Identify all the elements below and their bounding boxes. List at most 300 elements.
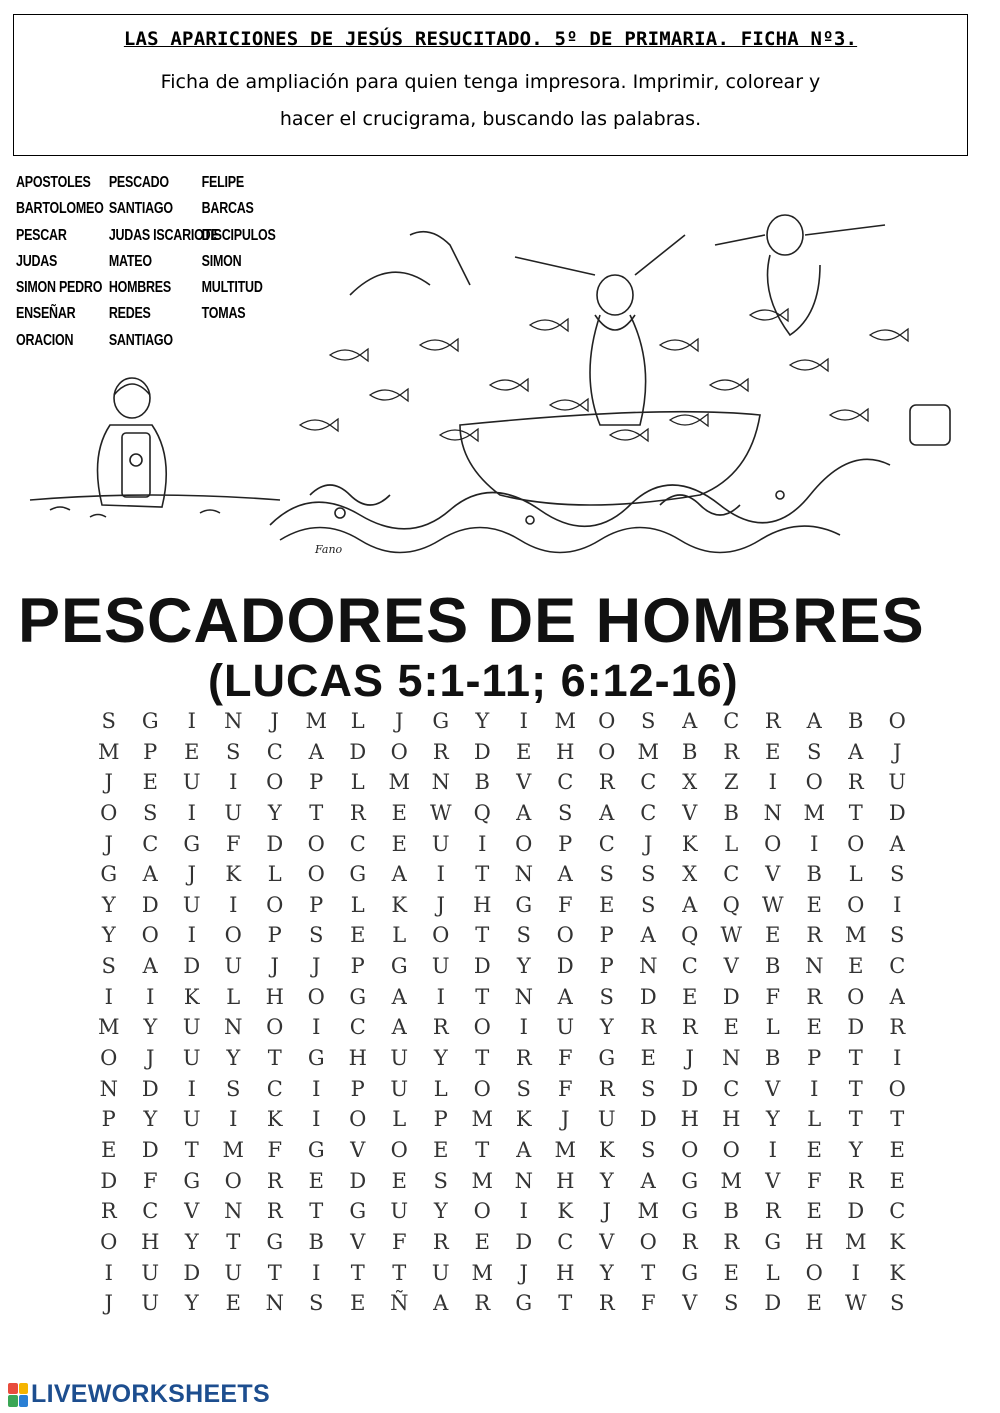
grid-letter[interactable]: Q	[473, 800, 491, 825]
grid-letter[interactable]: A	[557, 862, 573, 887]
grid-letter[interactable]: R	[723, 1229, 740, 1254]
grid-letter[interactable]: M	[720, 1168, 742, 1193]
grid-letter[interactable]: P	[309, 770, 324, 795]
grid-letter[interactable]: U	[390, 1076, 409, 1101]
grid-letter[interactable]: U	[431, 954, 450, 979]
grid-letter[interactable]: F	[765, 984, 781, 1009]
grid-letter[interactable]: O	[722, 1137, 740, 1162]
grid-letter[interactable]: E	[640, 1046, 656, 1071]
grid-letter[interactable]: T	[475, 1137, 490, 1162]
grid-letter[interactable]: W	[429, 800, 452, 825]
grid-letter[interactable]: O	[100, 1046, 118, 1071]
grid-letter[interactable]: U	[224, 1260, 243, 1285]
grid-letter[interactable]: I	[229, 1107, 238, 1132]
grid-letter[interactable]: R	[598, 1291, 615, 1316]
grid-letter[interactable]: D	[183, 1260, 201, 1285]
grid-letter[interactable]: E	[723, 1015, 739, 1040]
grid-letter[interactable]: B	[308, 1229, 324, 1254]
grid-letter[interactable]: Y	[226, 1046, 241, 1071]
grid-letter[interactable]: O	[847, 984, 865, 1009]
grid-letter[interactable]: L	[765, 1015, 780, 1040]
grid-letter[interactable]: E	[308, 1168, 324, 1193]
grid-letter[interactable]: H	[348, 1046, 367, 1071]
grid-letter[interactable]: D	[141, 892, 159, 917]
grid-letter[interactable]: U	[182, 770, 201, 795]
grid-letter[interactable]: G	[681, 1260, 699, 1285]
grid-letter[interactable]: B	[848, 709, 864, 733]
grid-letter[interactable]: I	[187, 709, 196, 733]
grid-letter[interactable]: I	[312, 1107, 321, 1132]
grid-letter[interactable]: H	[556, 739, 575, 764]
grid-letter[interactable]: O	[888, 709, 906, 733]
grid-letter[interactable]: H	[556, 1168, 575, 1193]
grid-letter[interactable]: I	[187, 923, 196, 948]
grid-letter[interactable]: U	[224, 954, 243, 979]
grid-letter[interactable]: N	[99, 1076, 118, 1101]
grid-letter[interactable]: L	[807, 1107, 822, 1132]
grid-letter[interactable]: R	[349, 800, 366, 825]
grid-letter[interactable]: V	[765, 1168, 781, 1193]
grid-letter[interactable]: A	[599, 800, 615, 825]
grid-letter[interactable]: U	[431, 1260, 450, 1285]
grid-letter[interactable]: B	[723, 800, 739, 825]
grid-letter[interactable]: C	[681, 954, 698, 979]
grid-letter[interactable]: J	[644, 831, 653, 856]
grid-letter[interactable]: O	[473, 1199, 491, 1224]
grid-letter[interactable]: T	[641, 1260, 656, 1285]
grid-letter[interactable]: Y	[143, 1107, 158, 1132]
grid-letter[interactable]: E	[599, 892, 615, 917]
grid-letter[interactable]: E	[806, 1199, 822, 1224]
grid-letter[interactable]: R	[100, 1199, 117, 1224]
grid-letter[interactable]: H	[265, 984, 284, 1009]
grid-letter[interactable]: I	[312, 1015, 321, 1040]
grid-letter[interactable]: Y	[765, 1107, 780, 1132]
grid-letter[interactable]: U	[141, 1260, 160, 1285]
grid-letter[interactable]: K	[889, 1229, 906, 1254]
grid-letter[interactable]: O	[764, 831, 782, 856]
grid-letter[interactable]: G	[100, 862, 118, 887]
grid-letter[interactable]: X	[682, 862, 698, 887]
grid-letter[interactable]: D	[100, 1168, 118, 1193]
grid-letter[interactable]: G	[764, 1229, 782, 1254]
grid-letter[interactable]: R	[474, 1291, 491, 1316]
grid-letter[interactable]: E	[682, 984, 698, 1009]
grid-letter[interactable]: A	[806, 709, 822, 733]
grid-letter[interactable]: R	[598, 770, 615, 795]
grid-letter[interactable]: S	[890, 923, 905, 948]
grid-letter[interactable]: V	[184, 1199, 200, 1224]
grid-letter[interactable]: I	[810, 831, 819, 856]
grid-letter[interactable]: F	[640, 1291, 656, 1316]
grid-letter[interactable]: E	[184, 739, 200, 764]
grid-letter[interactable]: C	[557, 770, 574, 795]
grid-letter[interactable]: F	[557, 892, 573, 917]
grid-letter[interactable]: E	[350, 1291, 366, 1316]
grid-letter[interactable]: J	[436, 892, 445, 917]
grid-letter[interactable]: R	[681, 1015, 698, 1040]
grid-letter[interactable]: I	[768, 770, 777, 795]
grid-letter[interactable]: D	[141, 1076, 159, 1101]
grid-letter[interactable]: M	[305, 709, 327, 733]
grid-letter[interactable]: G	[432, 709, 450, 733]
grid-letter[interactable]: E	[765, 923, 781, 948]
grid-letter[interactable]: L	[392, 1107, 407, 1132]
grid-letter[interactable]: C	[640, 770, 657, 795]
grid-letter[interactable]: G	[390, 954, 408, 979]
grid-letter[interactable]: E	[474, 1229, 490, 1254]
grid-letter[interactable]: J	[561, 1107, 570, 1132]
grid-letter[interactable]: U	[182, 1046, 201, 1071]
grid-letter[interactable]: O	[100, 1229, 118, 1254]
grid-letter[interactable]: Y	[267, 800, 282, 825]
grid-letter[interactable]: E	[806, 1015, 822, 1040]
grid-letter[interactable]: O	[432, 923, 450, 948]
grid-letter[interactable]: T	[848, 800, 863, 825]
grid-letter[interactable]: R	[847, 1168, 864, 1193]
grid-letter[interactable]: O	[847, 892, 865, 917]
grid-letter[interactable]: I	[519, 709, 528, 733]
grid-letter[interactable]: I	[312, 1076, 321, 1101]
grid-letter[interactable]: N	[265, 1291, 284, 1316]
grid-letter[interactable]: G	[307, 1137, 325, 1162]
grid-letter[interactable]: C	[557, 1229, 574, 1254]
grid-letter[interactable]: R	[806, 984, 823, 1009]
grid-letter[interactable]: P	[101, 1107, 116, 1132]
grid-letter[interactable]: D	[639, 984, 657, 1009]
grid-letter[interactable]: X	[682, 770, 698, 795]
grid-letter[interactable]: A	[391, 984, 407, 1009]
grid-letter[interactable]: E	[765, 739, 781, 764]
grid-letter[interactable]: C	[889, 1199, 906, 1224]
grid-letter[interactable]: U	[390, 1199, 409, 1224]
grid-letter[interactable]: D	[639, 1107, 657, 1132]
grid-letter[interactable]: U	[182, 892, 201, 917]
grid-letter[interactable]: F	[142, 1168, 158, 1193]
grid-letter[interactable]: W	[844, 1291, 867, 1316]
grid-letter[interactable]: S	[599, 862, 614, 887]
grid-letter[interactable]: O	[598, 739, 616, 764]
grid-letter[interactable]: Y	[143, 1015, 158, 1040]
grid-letter[interactable]: O	[307, 831, 325, 856]
grid-letter[interactable]: P	[309, 892, 324, 917]
grid-letter[interactable]: U	[224, 800, 243, 825]
grid-letter[interactable]: E	[848, 954, 864, 979]
grid-letter[interactable]: A	[682, 892, 698, 917]
grid-letter[interactable]: J	[312, 954, 321, 979]
grid-letter[interactable]: S	[143, 800, 158, 825]
grid-letter[interactable]: O	[266, 1015, 284, 1040]
grid-letter[interactable]: S	[641, 1137, 656, 1162]
grid-letter[interactable]: C	[723, 1076, 740, 1101]
grid-letter[interactable]: G	[266, 1229, 284, 1254]
grid-letter[interactable]: N	[514, 984, 533, 1009]
grid-letter[interactable]: M	[471, 1107, 493, 1132]
grid-letter[interactable]: C	[349, 1015, 366, 1040]
grid-letter[interactable]: U	[182, 1015, 201, 1040]
grid-letter[interactable]: J	[685, 1046, 694, 1071]
grid-letter[interactable]: E	[889, 1168, 905, 1193]
grid-letter[interactable]: O	[266, 770, 284, 795]
grid-letter[interactable]: E	[225, 1291, 241, 1316]
grid-letter[interactable]: H	[473, 892, 492, 917]
grid-letter[interactable]: U	[888, 770, 907, 795]
grid-letter[interactable]: G	[681, 1168, 699, 1193]
grid-letter[interactable]: L	[848, 862, 863, 887]
grid-letter[interactable]: K	[889, 1260, 906, 1285]
grid-letter[interactable]: T	[309, 1199, 324, 1224]
grid-letter[interactable]: T	[226, 1229, 241, 1254]
grid-letter[interactable]: L	[392, 923, 407, 948]
grid-letter[interactable]: D	[722, 984, 740, 1009]
grid-letter[interactable]: F	[225, 831, 241, 856]
grid-letter[interactable]: K	[183, 984, 200, 1009]
grid-letter[interactable]: P	[807, 1046, 822, 1071]
grid-letter[interactable]: R	[432, 739, 449, 764]
grid-letter[interactable]: F	[391, 1229, 407, 1254]
grid-letter[interactable]: R	[889, 1015, 906, 1040]
grid-letter[interactable]: I	[187, 800, 196, 825]
grid-letter[interactable]: B	[765, 1046, 781, 1071]
grid-letter[interactable]: T	[309, 800, 324, 825]
grid-letter[interactable]: H	[722, 1107, 741, 1132]
grid-letter[interactable]: F	[557, 1076, 573, 1101]
grid-letter[interactable]: O	[888, 1076, 906, 1101]
grid-letter[interactable]: A	[391, 1015, 407, 1040]
grid-letter[interactable]: T	[475, 862, 490, 887]
grid-letter[interactable]: S	[641, 1076, 656, 1101]
grid-letter[interactable]: F	[267, 1137, 283, 1162]
grid-letter[interactable]: R	[681, 1229, 698, 1254]
grid-letter[interactable]: S	[599, 984, 614, 1009]
grid-letter[interactable]: A	[889, 831, 905, 856]
grid-letter[interactable]: A	[142, 862, 158, 887]
grid-letter[interactable]: R	[806, 923, 823, 948]
grid-letter[interactable]: Y	[475, 709, 490, 733]
grid-letter[interactable]: R	[266, 1199, 283, 1224]
grid-letter[interactable]: S	[101, 954, 116, 979]
grid-letter[interactable]: I	[104, 1260, 113, 1285]
grid-letter[interactable]: O	[390, 1137, 408, 1162]
grid-letter[interactable]: K	[557, 1199, 574, 1224]
grid-letter[interactable]: R	[515, 1046, 532, 1071]
grid-letter[interactable]: V	[599, 1229, 615, 1254]
grid-letter[interactable]: B	[765, 954, 781, 979]
grid-letter[interactable]: I	[893, 1046, 902, 1071]
grid-letter[interactable]: L	[226, 984, 241, 1009]
grid-letter[interactable]: Y	[848, 1137, 863, 1162]
grid-letter[interactable]: A	[142, 954, 158, 979]
grid-letter[interactable]: E	[391, 831, 407, 856]
grid-letter[interactable]: O	[390, 739, 408, 764]
grid-letter[interactable]: V	[682, 1291, 698, 1316]
grid-letter[interactable]: K	[266, 1107, 283, 1132]
grid-letter[interactable]: E	[433, 1137, 449, 1162]
grid-letter[interactable]: Y	[184, 1229, 199, 1254]
grid-letter[interactable]: C	[266, 739, 283, 764]
grid-letter[interactable]: T	[848, 1046, 863, 1071]
grid-letter[interactable]: K	[391, 892, 408, 917]
grid-letter[interactable]: U	[431, 831, 450, 856]
grid-letter[interactable]: M	[222, 1137, 244, 1162]
grid-letter[interactable]: P	[267, 923, 282, 948]
grid-letter[interactable]: O	[473, 1076, 491, 1101]
grid-letter[interactable]: M	[471, 1168, 493, 1193]
grid-letter[interactable]: V	[723, 954, 739, 979]
grid-letter[interactable]: O	[515, 831, 533, 856]
grid-letter[interactable]: M	[388, 770, 410, 795]
grid-letter[interactable]: Q	[681, 923, 699, 948]
grid-letter[interactable]: P	[350, 954, 365, 979]
grid-letter[interactable]: U	[141, 1291, 160, 1316]
grid-letter[interactable]: Z	[723, 770, 739, 795]
grid-letter[interactable]: I	[436, 984, 445, 1009]
grid-letter[interactable]: G	[515, 1291, 533, 1316]
grid-letter[interactable]: D	[515, 1229, 533, 1254]
grid-letter[interactable]: K	[225, 862, 242, 887]
grid-letter[interactable]: V	[516, 770, 532, 795]
grid-letter[interactable]: C	[640, 800, 657, 825]
grid-letter[interactable]: C	[349, 831, 366, 856]
grid-letter[interactable]: Ñ	[390, 1291, 409, 1316]
grid-letter[interactable]: P	[433, 1107, 448, 1132]
grid-letter[interactable]: D	[183, 954, 201, 979]
grid-letter[interactable]: W	[720, 923, 743, 948]
grid-letter[interactable]: J	[270, 954, 279, 979]
grid-letter[interactable]: N	[431, 770, 450, 795]
grid-letter[interactable]: J	[104, 1291, 113, 1316]
grid-letter[interactable]: T	[267, 1260, 282, 1285]
grid-letter[interactable]: O	[224, 923, 242, 948]
grid-letter[interactable]: U	[390, 1046, 409, 1071]
grid-letter[interactable]: G	[598, 1046, 616, 1071]
grid-letter[interactable]: I	[810, 1076, 819, 1101]
grid-letter[interactable]: R	[640, 1015, 657, 1040]
grid-letter[interactable]: L	[350, 770, 365, 795]
grid-letter[interactable]: K	[515, 1107, 532, 1132]
grid-letter[interactable]: O	[598, 709, 616, 733]
grid-letter[interactable]: S	[309, 1291, 324, 1316]
grid-letter[interactable]: J	[893, 739, 902, 764]
grid-letter[interactable]: D	[266, 831, 284, 856]
grid-letter[interactable]: C	[889, 954, 906, 979]
grid-letter[interactable]: R	[764, 1199, 781, 1224]
grid-letter[interactable]: N	[722, 1046, 741, 1071]
grid-letter[interactable]: I	[104, 984, 113, 1009]
grid-letter[interactable]: O	[141, 923, 159, 948]
grid-letter[interactable]: E	[806, 892, 822, 917]
grid-letter[interactable]: R	[598, 1076, 615, 1101]
grid-letter[interactable]: B	[682, 739, 698, 764]
grid-letter[interactable]: Y	[599, 1168, 614, 1193]
grid-letter[interactable]: T	[475, 923, 490, 948]
grid-letter[interactable]: B	[474, 770, 490, 795]
grid-letter[interactable]: U	[556, 1015, 575, 1040]
grid-letter[interactable]: A	[889, 984, 905, 1009]
grid-letter[interactable]: A	[640, 1168, 656, 1193]
grid-letter[interactable]: L	[350, 709, 365, 733]
grid-letter[interactable]: C	[266, 1076, 283, 1101]
grid-letter[interactable]: I	[312, 1260, 321, 1285]
grid-letter[interactable]: N	[514, 862, 533, 887]
grid-letter[interactable]: P	[558, 831, 573, 856]
grid-letter[interactable]: M	[471, 1260, 493, 1285]
grid-letter[interactable]: E	[350, 923, 366, 948]
grid-letter[interactable]: S	[641, 892, 656, 917]
grid-letter[interactable]: T	[267, 1046, 282, 1071]
grid-letter[interactable]: D	[681, 1076, 699, 1101]
grid-letter[interactable]: M	[637, 1199, 659, 1224]
grid-letter[interactable]: R	[432, 1015, 449, 1040]
grid-letter[interactable]: T	[350, 1260, 365, 1285]
grid-letter[interactable]: A	[433, 1291, 449, 1316]
grid-letter[interactable]: H	[680, 1107, 699, 1132]
grid-letter[interactable]: S	[641, 862, 656, 887]
grid-letter[interactable]: L	[433, 1076, 448, 1101]
grid-letter[interactable]: A	[848, 739, 864, 764]
word-search-grid[interactable]	[88, 706, 918, 1319]
grid-letter[interactable]: O	[307, 984, 325, 1009]
grid-letter[interactable]: I	[229, 770, 238, 795]
grid-letter[interactable]: Y	[184, 1291, 199, 1316]
grid-letter[interactable]: D	[349, 1168, 367, 1193]
grid-letter[interactable]: E	[806, 1291, 822, 1316]
grid-letter[interactable]: N	[805, 954, 824, 979]
grid-letter[interactable]: O	[266, 892, 284, 917]
grid-letter[interactable]: M	[97, 739, 120, 764]
grid-letter[interactable]: G	[515, 892, 533, 917]
grid-letter[interactable]: D	[847, 1015, 865, 1040]
grid-letter[interactable]: C	[723, 862, 740, 887]
grid-letter[interactable]: E	[391, 800, 407, 825]
grid-letter[interactable]: A	[557, 984, 573, 1009]
grid-letter[interactable]: D	[473, 954, 491, 979]
grid-letter[interactable]: G	[349, 984, 367, 1009]
grid-letter[interactable]: S	[890, 862, 905, 887]
grid-letter[interactable]: G	[681, 1199, 699, 1224]
grid-letter[interactable]: O	[639, 1229, 657, 1254]
grid-letter[interactable]: A	[308, 739, 324, 764]
grid-letter[interactable]: S	[558, 800, 573, 825]
grid-letter[interactable]: S	[101, 709, 116, 733]
grid-letter[interactable]: H	[805, 1229, 824, 1254]
grid-letter[interactable]: S	[641, 709, 656, 733]
grid-letter[interactable]: S	[226, 1076, 241, 1101]
grid-letter[interactable]: T	[475, 984, 490, 1009]
grid-letter[interactable]: Q	[722, 892, 740, 917]
grid-letter[interactable]: G	[349, 1199, 367, 1224]
grid-letter[interactable]: U	[182, 1107, 201, 1132]
grid-letter[interactable]: M	[637, 739, 659, 764]
grid-letter[interactable]: E	[391, 1168, 407, 1193]
grid-letter[interactable]: G	[183, 831, 201, 856]
grid-letter[interactable]: Y	[433, 1199, 448, 1224]
grid-letter[interactable]: I	[478, 831, 487, 856]
grid-letter[interactable]: I	[519, 1015, 528, 1040]
grid-letter[interactable]: I	[187, 1076, 196, 1101]
grid-letter[interactable]: A	[516, 800, 532, 825]
grid-letter[interactable]: Y	[599, 1015, 614, 1040]
grid-letter[interactable]: J	[270, 709, 279, 733]
grid-letter[interactable]: Y	[433, 1046, 448, 1071]
grid-letter[interactable]: R	[266, 1168, 283, 1193]
grid-letter[interactable]: I	[519, 1199, 528, 1224]
grid-letter[interactable]: S	[309, 923, 324, 948]
grid-letter[interactable]: C	[598, 831, 615, 856]
grid-letter[interactable]: R	[764, 709, 781, 733]
grid-letter[interactable]: E	[142, 770, 158, 795]
grid-letter[interactable]: V	[682, 800, 698, 825]
